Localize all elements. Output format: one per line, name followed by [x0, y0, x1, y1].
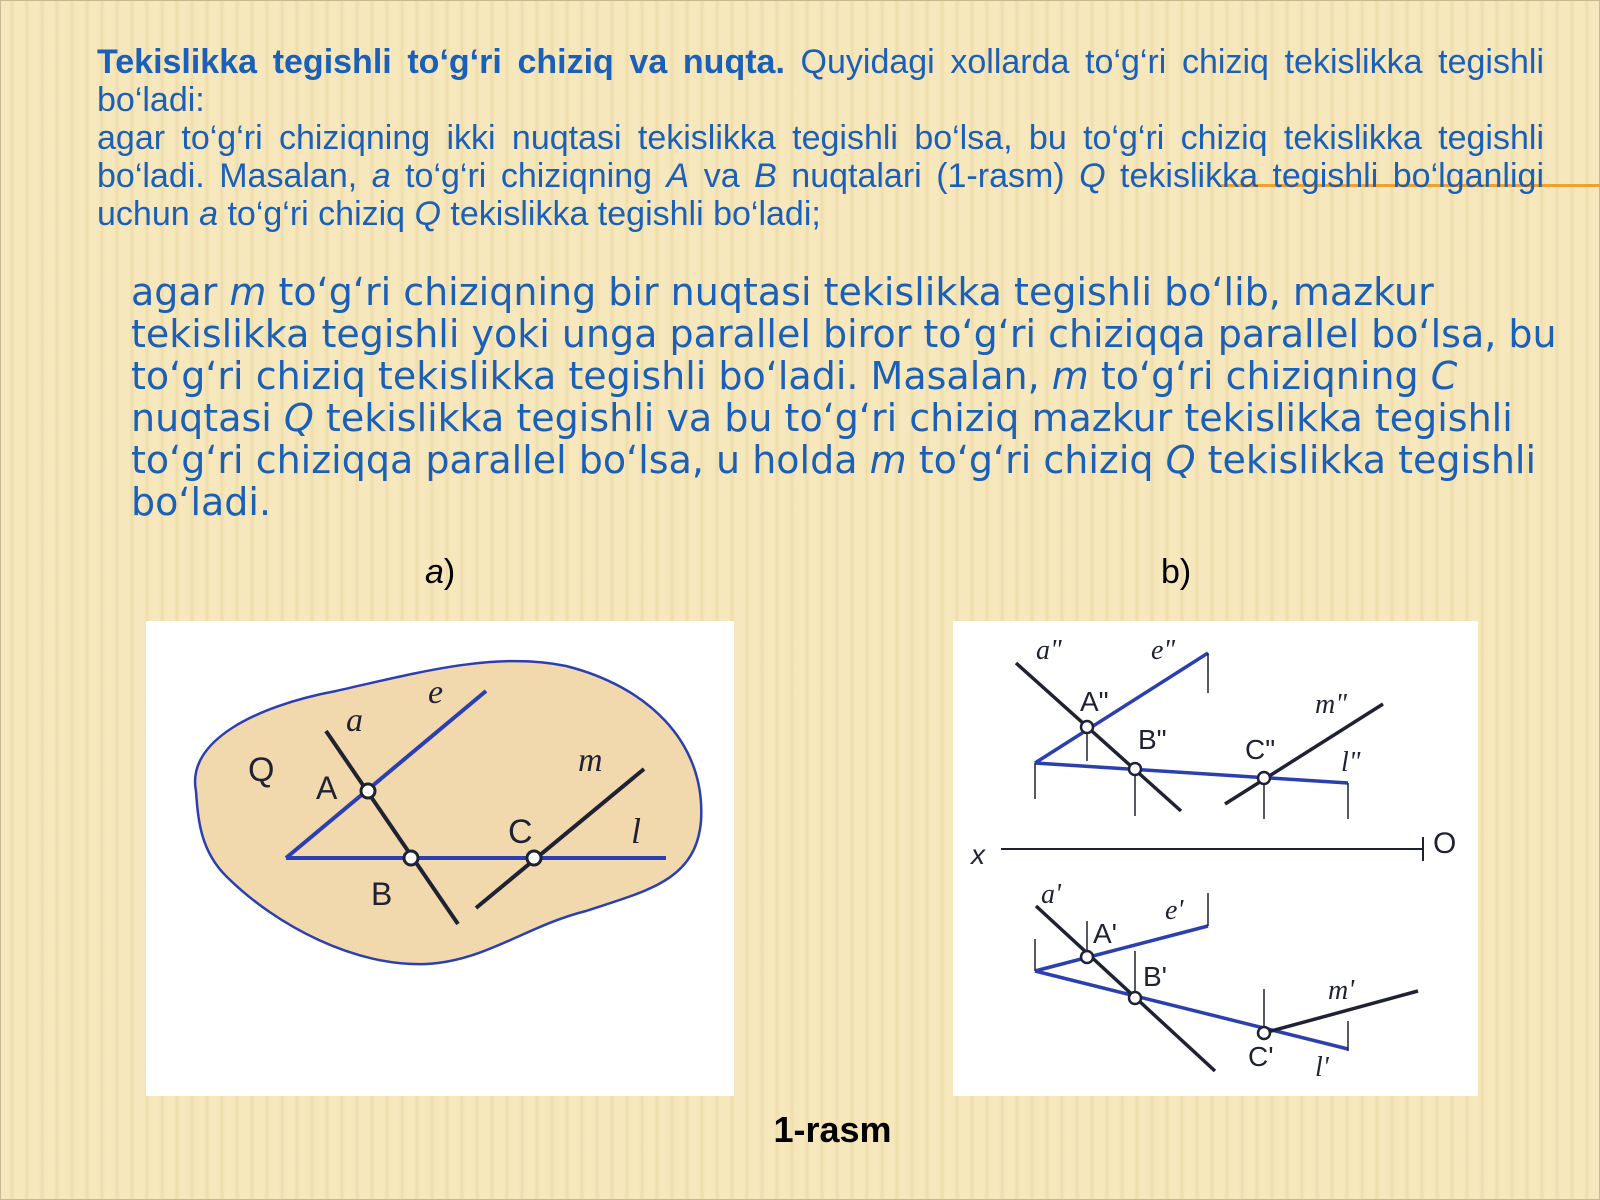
label-e1: e': [1165, 895, 1184, 926]
figure-b-panel: [953, 621, 1478, 1096]
label-a1: a': [1041, 879, 1061, 910]
figure-b-diagram: [953, 621, 1478, 1096]
line-l2: [1035, 763, 1348, 783]
label-point-b1: B': [1143, 961, 1168, 992]
label-e2: e": [1151, 635, 1176, 666]
point-b1: [1129, 992, 1141, 1004]
point-a1: [1081, 951, 1093, 963]
line-e2: [1035, 653, 1208, 763]
intro-line-1: Tekislikka tegishli to‘g‘ri chiziq va nuqta. Quyidagi xollarda to‘g‘ri chiziq tekislikka tegishli bo‘ladi:: [97, 43, 1544, 119]
line-l1: [1035, 971, 1348, 1049]
label-point-a2: A": [1080, 686, 1109, 717]
label-a2: a": [1036, 635, 1062, 666]
point-c1: [1258, 1027, 1270, 1039]
caption-a: a): [425, 553, 456, 591]
label-m1: m': [1328, 975, 1355, 1006]
point-b2: [1129, 763, 1141, 775]
intro-paragraph: [97, 43, 1544, 233]
point-b: [404, 851, 418, 865]
second-paragraph: agar m to‘g‘ri chiziqning bir nuqtasi tekislikka tegishli bo‘lib, mazkur tekislikka tegishli yoki unga parallel biror to‘g‘ri chiziqqa parallel bo‘lsa, bu to‘g‘ri chiziq tekislikka tegishli bo‘ladi. Masalan, m to‘g‘ri chiziqning C nuqtasi Q tekislikka tegishli va bu to‘g‘ri chiziq mazkur tekislikka tegishli to‘g‘ri chiziqqa parallel bo‘lsa, u holda m to‘g‘ri chiziq Q tekislikka tegishli bo‘ladi.: [131, 270, 1557, 524]
label-line-a: a: [346, 702, 363, 739]
label-point-b: B: [371, 876, 393, 912]
label-q: Q: [248, 751, 275, 789]
label-point-c1: C': [1248, 1041, 1274, 1072]
label-axis-x: x: [971, 839, 985, 870]
label-point-a1: A': [1093, 918, 1118, 949]
label-l2: l": [1341, 747, 1361, 778]
figure-a-diagram: [146, 621, 734, 1096]
label-point-c2: C": [1245, 734, 1276, 765]
label-point-a: A: [316, 770, 338, 806]
label-line-m: m: [578, 742, 603, 779]
figure-a-panel: [146, 621, 734, 1096]
figure-caption: 1-rasm: [773, 1109, 892, 1150]
point-a: [361, 784, 375, 798]
intro-line-2: agar to‘g‘ri chiziqning ikki nuqtasi tekislikka tegishli bo‘lsa, bu to‘g‘ri chiziq tekislikka tegishli bo‘ladi. Masalan, a to‘g‘ri chiziqning A va B nuqtalari (1-rasm) Q tekislikka tegishli bo‘lganligi uchun a to‘g‘ri chiziq Q tekislikka tegishli bo‘ladi;: [97, 119, 1545, 233]
section-heading: Tekislikka tegishli to‘g‘ri chiziq va nuqta.: [97, 43, 785, 81]
label-line-l: l: [631, 811, 642, 851]
line-e1: [1035, 926, 1208, 971]
caption-b: b): [1161, 553, 1192, 591]
label-point-c: C: [508, 813, 533, 851]
point-c2: [1258, 772, 1270, 784]
label-point-b2: B": [1138, 724, 1167, 755]
label-axis-o: O: [1433, 827, 1457, 860]
label-m2: m": [1315, 689, 1347, 720]
point-a2: [1081, 721, 1093, 733]
label-line-e: e: [428, 674, 444, 711]
label-l1: l': [1315, 1052, 1329, 1083]
plane-q-shape: [195, 661, 701, 964]
point-c: [527, 851, 541, 865]
